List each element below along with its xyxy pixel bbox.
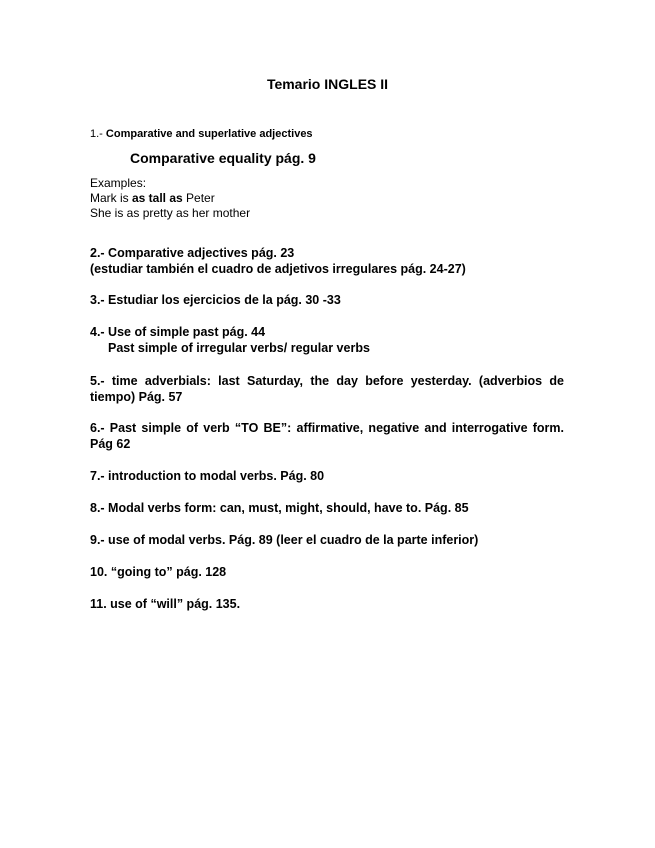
topic-9: 9.- use of modal verbs. Pág. 89 (leer el cuadro de la parte inferior) [90, 533, 479, 547]
topic-1-text: Comparative and superlative adjectives [105, 128, 313, 140]
example-1-emphasis: as tall as [132, 191, 183, 205]
topic-5: 5.- time adverbials: last Saturday, the day before yesterday. (adverbios de tiempo) Pág. 57 [90, 374, 564, 404]
topic-1-number: 1.- [90, 128, 103, 140]
topic-11: 11. use of “will” pág. 135. [90, 597, 241, 611]
topic-1-subheading: Comparative equality pág. 9 [130, 150, 316, 166]
examples-heading: Examples: [90, 176, 147, 190]
topic-2-line-2: (estudiar también el cuadro de adjetivos irregulares pág. 24-27) [90, 262, 466, 276]
document-title: Temario INGLES II [266, 76, 389, 92]
example-1-end: Peter [182, 191, 215, 205]
example-line-1 [90, 191, 250, 206]
examples-block [90, 176, 250, 221]
topic-4 [90, 324, 564, 356]
topic-4-line-2: Past simple of irregular verbs/ regular verbs [108, 341, 370, 355]
topic-1 [90, 126, 564, 142]
topic-6: 6.- Past simple of verb “TO BE”: affirmative, negative and interrogative form. Pág 62 [90, 421, 564, 451]
example-line-2: She is as pretty as her mother [90, 206, 251, 220]
topic-7: 7.- introduction to modal verbs. Pág. 80 [90, 469, 325, 483]
example-1-start: Mark is [90, 191, 132, 205]
topic-3: 3.- Estudiar los ejercicios de la pág. 30 -33 [90, 293, 341, 307]
topic-8: 8.- Modal verbs form: can, must, might, should, have to. Pág. 85 [90, 501, 469, 515]
topic-10: 10. “going to” pág. 128 [90, 565, 227, 579]
topic-2 [90, 245, 564, 277]
topic-2-line-1: 2.- Comparative adjectives pág. 23 [90, 246, 295, 260]
topic-4-line-1: 4.- Use of simple past pág. 44 [90, 325, 266, 339]
